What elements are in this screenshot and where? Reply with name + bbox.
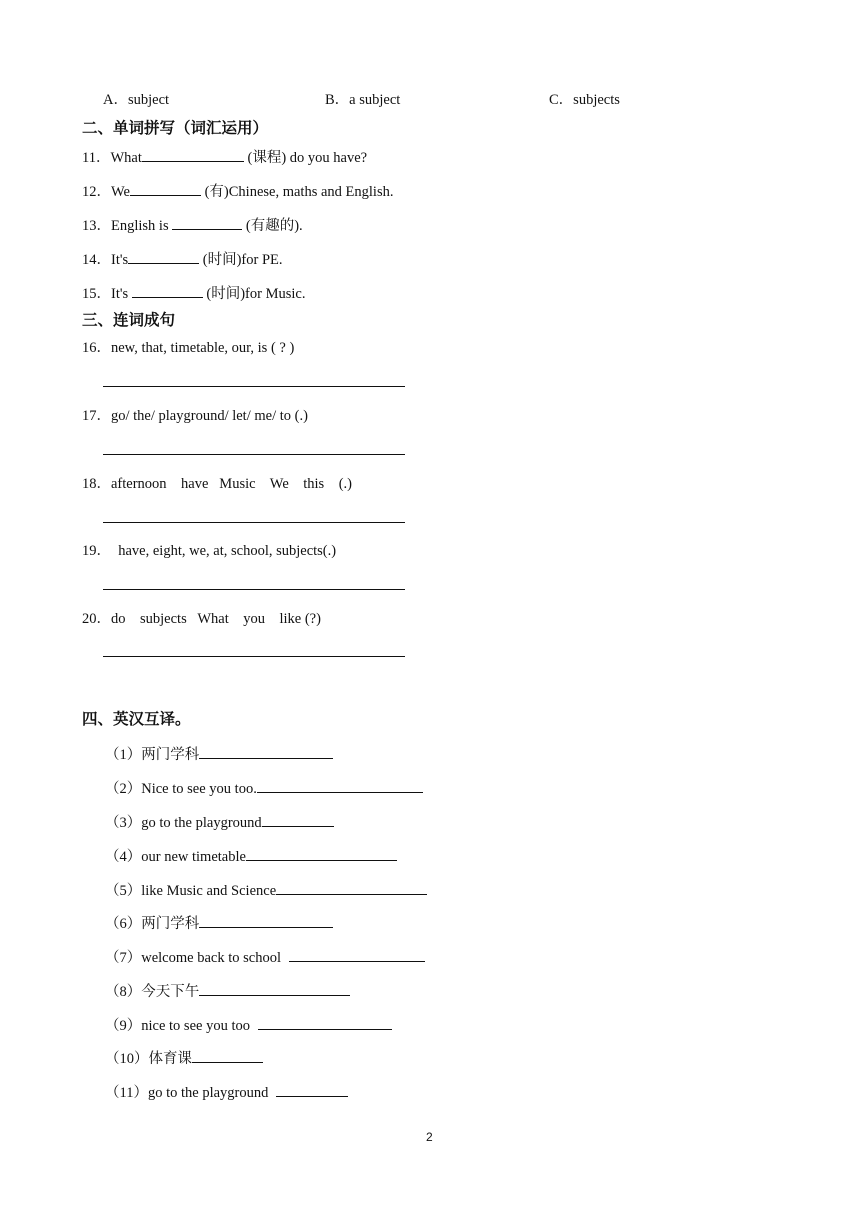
question-text: do subjects What you like (?) xyxy=(111,611,321,627)
question-pre: It's xyxy=(111,252,129,268)
question-number: 19． xyxy=(82,543,111,559)
item-number: （2） xyxy=(105,781,142,797)
answer-line-17[interactable] xyxy=(103,454,405,455)
translate-item-3 xyxy=(105,812,334,832)
question-number: 16． xyxy=(82,340,111,356)
answer-blank[interactable] xyxy=(289,947,425,962)
question-13 xyxy=(82,215,303,235)
translate-item-4 xyxy=(105,846,397,866)
answer-blank[interactable] xyxy=(132,283,203,298)
question-17 xyxy=(82,407,308,425)
item-number: （3） xyxy=(105,815,142,831)
answer-blank[interactable] xyxy=(199,913,333,928)
translate-item-1 xyxy=(105,744,333,764)
question-19 xyxy=(82,542,336,560)
translate-item-9 xyxy=(105,1015,392,1035)
question-post: (课程) do you have? xyxy=(243,150,368,166)
question-number: 20． xyxy=(82,611,111,627)
answer-line-18[interactable] xyxy=(103,522,405,523)
answer-blank[interactable] xyxy=(142,147,244,162)
question-number: 18． xyxy=(82,476,111,492)
translate-item-5 xyxy=(105,880,427,900)
question-pre: We xyxy=(111,184,130,200)
question-15 xyxy=(82,283,305,303)
item-number: （8） xyxy=(105,984,142,1000)
item-number: （7） xyxy=(105,950,142,966)
section-3-title: 三、连词成句 xyxy=(82,311,176,329)
item-number: （10） xyxy=(105,1051,149,1067)
item-number: （11） xyxy=(105,1085,148,1101)
section-4-title: 四、英汉互译。 xyxy=(82,710,191,728)
item-text: nice to see you too xyxy=(141,1018,254,1034)
item-text: go to the playground xyxy=(141,815,262,831)
translate-item-7 xyxy=(105,947,425,967)
answer-blank[interactable] xyxy=(262,812,334,827)
option-c: C．subjects xyxy=(549,92,620,108)
answer-blank[interactable] xyxy=(128,249,199,264)
question-18 xyxy=(82,475,352,493)
option-a: A．subject xyxy=(103,92,170,108)
question-number: 11． xyxy=(82,150,111,166)
question-post: (有趣的). xyxy=(242,218,303,234)
item-number: （1） xyxy=(105,747,142,763)
page-number: 2 xyxy=(426,1130,433,1144)
question-text: go/ the/ playground/ let/ me/ to (.) xyxy=(111,408,308,424)
question-number: 13． xyxy=(82,218,111,234)
answer-blank[interactable] xyxy=(199,981,350,996)
question-pre: English is xyxy=(111,218,173,234)
item-text: welcome back to school xyxy=(141,950,285,966)
answer-blank[interactable] xyxy=(276,880,427,895)
question-20 xyxy=(82,610,321,628)
question-post: (有)Chinese, maths and English. xyxy=(200,184,394,200)
item-text: 今天下午 xyxy=(141,984,200,1000)
question-text: have, eight, we, at, school, subjects(.) xyxy=(111,543,337,559)
answer-blank[interactable] xyxy=(192,1048,263,1063)
question-number: 14． xyxy=(82,252,111,268)
translate-item-8 xyxy=(105,981,350,1001)
translate-item-10 xyxy=(105,1048,263,1068)
translate-item-2 xyxy=(105,778,423,798)
answer-blank[interactable] xyxy=(246,846,397,861)
question-text: new, that, timetable, our, is ( ? ) xyxy=(111,340,295,356)
item-text: like Music and Science xyxy=(141,883,277,899)
question-16 xyxy=(82,339,294,357)
answer-line-16[interactable] xyxy=(103,386,405,387)
item-number: （6） xyxy=(105,916,142,932)
question-14 xyxy=(82,249,283,269)
item-text: 体育课 xyxy=(148,1051,192,1067)
question-pre: It's xyxy=(111,286,132,302)
item-number: （5） xyxy=(105,883,142,899)
item-text: 两门学科 xyxy=(141,747,200,763)
item-text: Nice to see you too. xyxy=(141,781,257,797)
question-pre: What xyxy=(110,150,142,166)
option-b: B．a subject xyxy=(325,92,401,108)
question-12 xyxy=(82,181,393,201)
section-2-title: 二、单词拼写（词汇运用） xyxy=(82,119,269,137)
question-post: (时间)for PE. xyxy=(199,252,283,268)
question-number: 12． xyxy=(82,184,111,200)
answer-line-20[interactable] xyxy=(103,656,405,657)
answer-blank[interactable] xyxy=(257,778,423,793)
question-11 xyxy=(82,147,367,167)
answer-blank[interactable] xyxy=(130,181,201,196)
answer-line-19[interactable] xyxy=(103,589,405,590)
question-text: afternoon have Music We this (.) xyxy=(111,476,352,492)
item-number: （9） xyxy=(105,1018,142,1034)
answer-blank[interactable] xyxy=(276,1082,348,1097)
answer-blank[interactable] xyxy=(199,744,333,759)
answer-blank[interactable] xyxy=(172,215,242,230)
item-text: go to the playground xyxy=(147,1085,273,1101)
item-number: （4） xyxy=(105,849,142,865)
answer-blank[interactable] xyxy=(258,1015,392,1030)
item-text: our new timetable xyxy=(141,849,246,865)
question-number: 17． xyxy=(82,408,111,424)
question-number: 15． xyxy=(82,286,111,302)
question-post: (时间)for Music. xyxy=(202,286,306,302)
translate-item-6 xyxy=(105,913,333,933)
translate-item-11 xyxy=(105,1082,348,1102)
item-text: 两门学科 xyxy=(141,916,200,932)
